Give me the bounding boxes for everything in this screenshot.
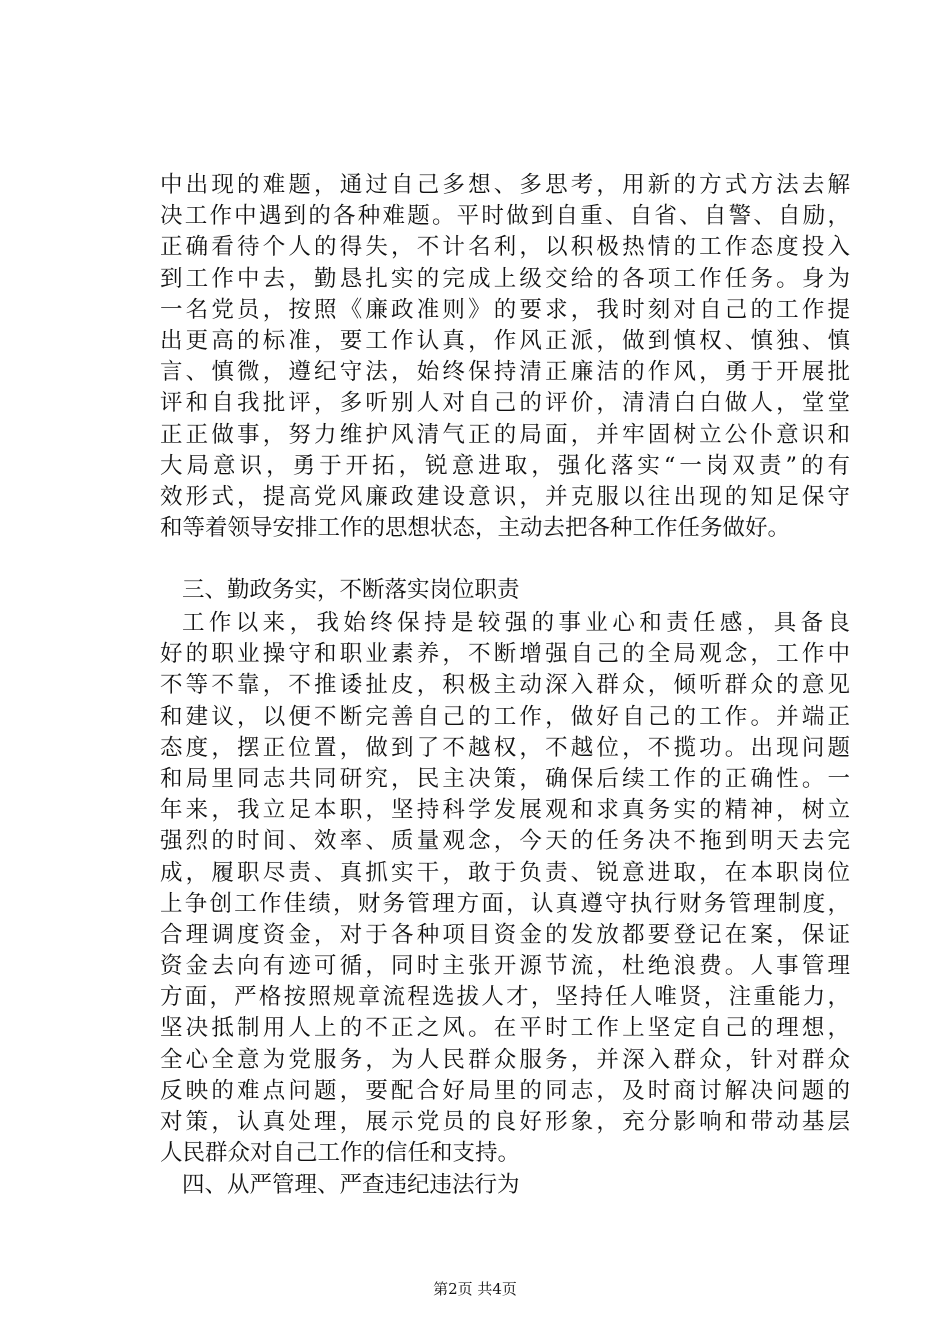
paragraph-1-line: 一名党员，按照《廉政准则》的要求，我时刻对自己的工作提 (160, 296, 850, 323)
paragraph-1-line: 出更高的标准，要工作认真，作风正派，做到慎权、慎独、慎 (160, 327, 850, 354)
paragraph-1 (160, 170, 850, 544)
paragraph-1-line: 评和自我批评，多听别人对自己的评价，清清白白做人，堂堂 (160, 390, 850, 417)
paragraph-2-line: 和局里同志共同研究，民主决策，确保后续工作的正确性。一 (160, 765, 850, 792)
paragraph-2-line: 反映的难点问题，要配合好局里的同志，及时商讨解决问题的 (160, 1077, 850, 1104)
paragraph-2-line: 好的职业操守和职业素养，不断增强自己的全局观念，工作中 (160, 641, 850, 668)
paragraph-2-line: 对策，认真处理，展示党员的良好形象，充分影响和带动基层 (160, 1109, 850, 1135)
paragraph-1-line: 正确看待个人的得失，不计名利，以积极热情的工作态度投入 (160, 234, 850, 261)
paragraph-2-line: 和建议，以便不断完善自己的工作，做好自己的工作。并端正 (160, 703, 850, 730)
paragraph-2-line: 不等不靠，不推诿扯皮，积极主动深入群众，倾听群众的意见 (160, 672, 850, 699)
paragraph-2-line: 资金去向有迹可循，同时主张开源节流，杜绝浪费。人事管理 (160, 953, 850, 980)
paragraph-1-line: 中出现的难题，通过自己多想、多思考，用新的方式方法去解 (160, 172, 850, 198)
paragraph-1-line: 效形式，提高党风廉政建设意识，并克服以往出现的知足保守 (160, 483, 850, 510)
paragraph-2-line: 成，履职尽责、真抓实干，敢于负责、锐意进取，在本职岗位 (160, 859, 850, 886)
paragraph-2-line: 合理调度资金，对于各种项目资金的发放都要登记在案，保证 (160, 921, 850, 948)
paragraph-2-line: 方面，严格按照规章流程选拔人才，坚持任人唯贤，注重能力， (160, 984, 850, 1011)
page-number-footer: 第2页 共4页 (433, 1280, 517, 1298)
paragraph-2-line: 坚决抵制用人上的不正之风。在平时工作上坚定自己的理想， (160, 1015, 850, 1042)
paragraph-1-line: 正正做事，努力维护风清气正的局面，并牢固树立公仆意识和 (160, 421, 850, 448)
paragraph-2-line: 工作以来，我始终保持是较强的事业心和责任感，具备良 (182, 610, 850, 636)
paragraph-1-line: 言、慎微，遵纪守法，始终保持清正廉洁的作风，勇于开展批 (160, 359, 850, 386)
paragraph-2 (160, 608, 850, 1169)
paragraph-2-line: 态度，摆正位置，做到了不越权，不越位，不揽功。出现问题 (160, 734, 850, 761)
paragraph-2-line: 人民群众对自己工作的信任和支持。 (160, 1140, 521, 1167)
paragraph-1-line: 和等着领导安排工作的思想状态，主动去把各种工作任务做好。 (160, 515, 791, 542)
paragraph-1-line: 决工作中遇到的各种难题。平时做到自重、自省、自警、自励， (160, 203, 850, 230)
paragraph-2-line: 上争创工作佳绩，财务管理方面，认真遵守执行财务管理制度， (160, 890, 850, 917)
paragraph-2-line: 全心全意为党服务，为人民群众服务，并深入群众，针对群众 (160, 1046, 850, 1073)
paragraph-2-line: 年来，我立足本职，坚持科学发展观和求真务实的精神，树立 (160, 797, 850, 824)
section-heading-3: 三、勤政务实，不断落实岗位职责 (182, 577, 520, 603)
section-heading-4: 四、从严管理、严查违纪违法行为 (182, 1172, 520, 1198)
paragraph-1-line: 大局意识，勇于开拓，锐意进取，强化落实“一岗双责”的有 (160, 452, 850, 479)
paragraph-1-line: 到工作中去，勤恳扎实的完成上级交给的各项工作任务。身为 (160, 265, 850, 292)
paragraph-2-line: 强烈的时间、效率、质量观念，今天的任务决不拖到明天去完 (160, 828, 850, 855)
